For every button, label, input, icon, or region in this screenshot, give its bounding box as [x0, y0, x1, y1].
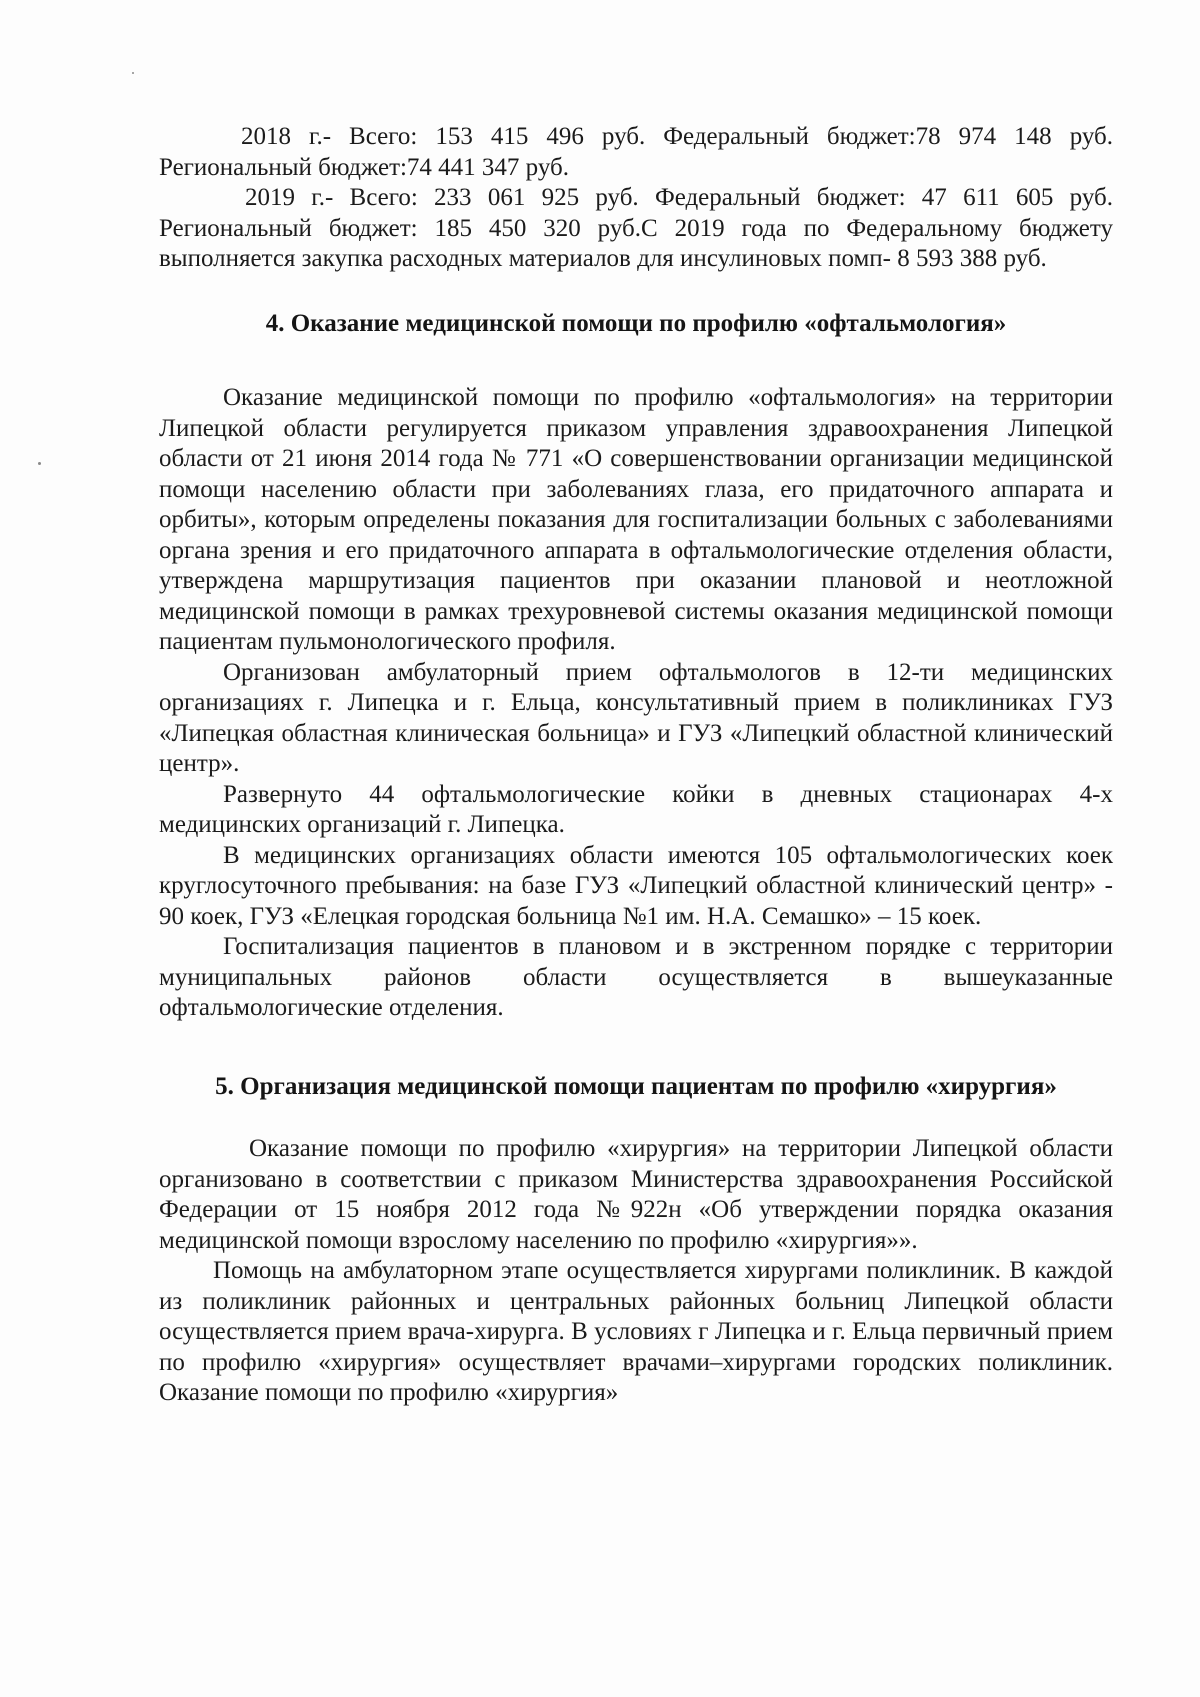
section-4-heading: 4. Оказание медицинской помощи по профилю «офтальмология»: [265, 309, 1007, 337]
budget-2019-paragraph: 2019 г.- Всего: 233 061 925 руб. Федеральный бюджет: 47 611 605 руб. Региональный бюджет: 185 450 320 руб.С 2019 года по Федеральному бюджету выполняется закупка расходных материалов для инсулиновых помп- 8 593 388 руб.: [159, 184, 1113, 272]
scan-speck: [132, 72, 134, 74]
section-4-paragraph: В медицинских организациях области имеются 105 офтальмологических коек круглосуточного пребывания: на базе ГУЗ «Липецкий областной клинический центр» - 90 коек, ГУЗ «Елецкая городская больница №1 им. Н.А. Семашко» – 15 коек.: [159, 841, 1113, 930]
section-4-paragraph: Развернуто 44 офтальмологические койки в дневных стационарах 4-х медицинских организаций г. Липецка.: [159, 780, 1113, 838]
section-4-paragraph: Оказание медицинской помощи по профилю «офтальмология» на территории Липецкой области регулируется приказом управления здравоохранения Липецкой области от 21 июня 2014 года № 771 «О совершенствовании организации медицинской помощи населению области при заболеваниях глаза, его придаточного аппарата и орбиты», которым определены показания для госпитализации больных с заболеваниями органа зрения и его придаточного аппарата в офтальмологические отделения области, утверждена маршрутизация пациентов при оказании плановой и неотложной медицинской помощи в рамках трехуровневой системы оказания медицинской помощи пациентам пульмонологического профиля.: [159, 384, 1113, 655]
section-5-paragraph: Оказание помощи по профилю «хирургия» на территории Липецкой области организовано в соответствии с приказом Министерства здравоохранения Российской Федерации от 15 ноября 2012 года №922н «Об утверждении порядка оказания медицинской помощи взрослому населению по профилю «хирургия»».: [159, 1135, 1113, 1254]
section-5-heading: 5. Организация медицинской помощи пациентам по профилю «хирургия»: [215, 1072, 1057, 1100]
section-4-paragraph: Госпитализация пациентов в плановом и в экстренном порядке с территории муниципальных районов области осуществляется в вышеуказанные офтальмологические отделения.: [159, 933, 1113, 1021]
section-4-paragraph: Организован амбулаторный прием офтальмологов в 12-ти медицинских организациях г. Липецка и г. Ельца, консультативный прием в поликлиниках ГУЗ «Липецкая областная клиническая больница» и ГУЗ «Липецкий областной клинический центр».: [159, 658, 1113, 777]
section-5-paragraph: Помощь на амбулаторном этапе осуществляется хирургами поликлиник. В каждой из поликлиник районных и центральных районных больниц Липецкой области осуществляется прием врача-хирурга. В условиях г Липецка и г. Ельца первичный прием по профилю «хирургия» осуществляет врачами–хирургами городских поликлиник. Оказание помощи по профилю «хирургия»: [159, 1257, 1113, 1406]
document-body: [159, 122, 1113, 1409]
budget-2018-paragraph: 2018 г.- Всего: 153 415 496 руб. Федеральный бюджет:78 974 148 руб. Региональный бюджет:74 441 347 руб.: [159, 123, 1113, 181]
scan-speck: [38, 462, 41, 465]
